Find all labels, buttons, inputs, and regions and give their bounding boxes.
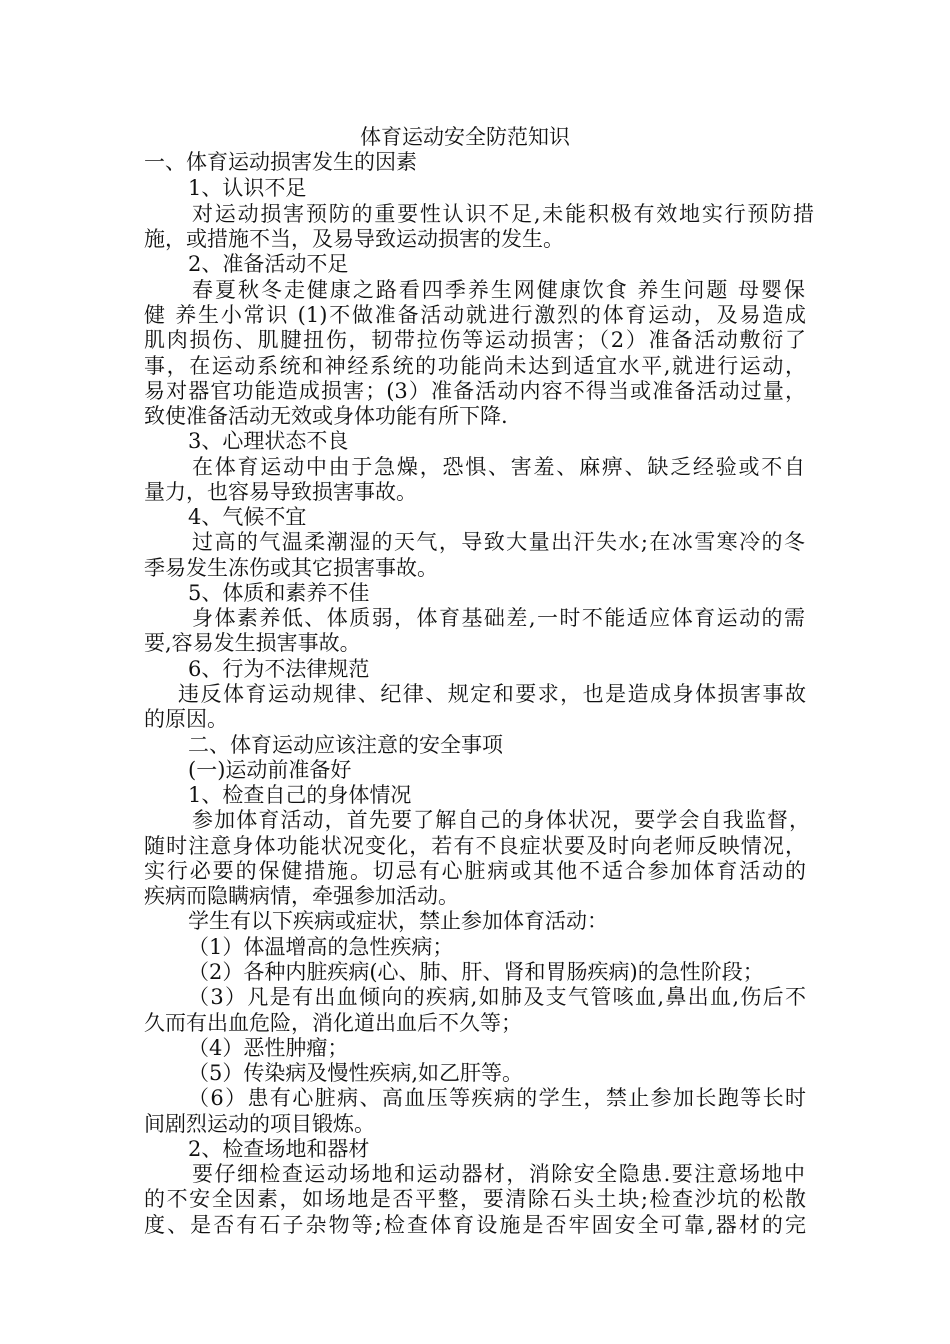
subsection-heading: 4、气候不宜 <box>188 505 307 529</box>
paragraph-line: 的原因。 <box>144 707 228 731</box>
paragraph-line: 要,容易发生损害事故。 <box>144 631 361 655</box>
list-item: （4）恶性肿瘤； <box>188 1036 349 1060</box>
paragraph-line: 随时注意身体功能状况变化，若有不良症状要及时向老师反映情况， <box>144 834 806 858</box>
subsection-heading: 6、行为不法律规范 <box>188 657 370 681</box>
list-item: （1）体温增高的急性疾病； <box>188 935 454 959</box>
paragraph-line: 春夏秋冬走健康之路看四季养生网健康饮食 养生问题 母婴保 <box>192 278 805 302</box>
list-item: （2）各种内脏疾病(心、肺、肝、肾和胃肠疾病)的急性阶段； <box>188 960 764 984</box>
list-item: （6）患有心脏病、高血压等疾病的学生，禁止参加长跑等长时 <box>188 1086 806 1110</box>
paragraph-line: 对运动损害预防的重要性认识不足,未能积极有效地实行预防措 <box>192 202 814 226</box>
subsection-heading: (一)运动前准备好 <box>188 758 352 782</box>
paragraph-line: 施，或措施不当，及易导致运动损害的发生。 <box>144 227 564 251</box>
list-item: （3）凡是有出血倾向的疾病,如肺及支气管咳血,鼻出血,伤后不 <box>188 985 806 1009</box>
list-item: 间剧烈运动的项目锻炼。 <box>144 1112 375 1136</box>
page-title: 体育运动安全防范知识 <box>360 125 570 149</box>
subsection-heading: 2、检查场地和器材 <box>188 1137 370 1161</box>
section-heading: 一、体育运动损害发生的因素 <box>144 150 417 174</box>
subsection-heading: 1、认识不足 <box>188 176 307 200</box>
subsection-heading: 3、心理状态不良 <box>188 429 349 453</box>
paragraph-line: 学生有以下疾病或症状，禁止参加体育活动： <box>188 909 608 933</box>
paragraph-line: 在体育运动中由于急燥，恐惧、害羞、麻痹、缺乏经验或不自 <box>192 455 805 479</box>
paragraph-line: 实行必要的保健措施。切忌有心脏病或其他不适合参加体育活动的 <box>144 859 806 883</box>
paragraph-line: 身体素养低、体质弱，体育基础差,一时不能适应体育运动的需 <box>192 606 805 630</box>
subsection-heading: 2、准备活动不足 <box>188 252 349 276</box>
paragraph-line: 违反体育运动规律、纪律、规定和要求，也是造成身体损害事故 <box>178 682 806 706</box>
paragraph-line: 易对器官功能造成损害；(3）准备活动内容不得当或准备活动过量， <box>144 379 806 403</box>
paragraph-line: 参加体育活动，首先要了解自己的身体状况，要学会自我监督， <box>192 808 810 832</box>
paragraph-line: 健 养生小常识 (1)不做准备活动就进行激烈的体育运动，及易造成 <box>144 303 806 327</box>
paragraph-line: 季易发生冻伤或其它损害事故。 <box>144 556 438 580</box>
list-item: （5）传染病及慢性疾病,如乙肝等。 <box>188 1061 524 1085</box>
subsection-heading: 5、体质和素养不佳 <box>188 581 370 605</box>
paragraph-line: 量力，也容易导致损害事故。 <box>144 480 417 504</box>
paragraph-line: 疾病而隐瞒病情，牵强参加活动。 <box>144 884 459 908</box>
paragraph-line: 过高的气温柔潮湿的天气，导致大量出汗失水;在冰雪寒冷的冬 <box>192 530 805 554</box>
paragraph-line: 的不安全因素，如场地是否平整，要清除石头土块;检查沙坑的松散 <box>144 1187 806 1211</box>
paragraph-line: 要仔细检查运动场地和运动器材，消除安全隐患.要注意场地中 <box>192 1162 805 1186</box>
paragraph-line: 致使准备活动无效或身体功能有所下降. <box>144 404 508 428</box>
subsection-heading: 1、检查自己的身体情况 <box>188 783 412 807</box>
list-item: 久而有出血危险，消化道出血后不久等； <box>144 1011 522 1035</box>
paragraph-line: 事，在运动系统和神经系统的功能尚未达到适宜水平,就进行运动， <box>144 354 806 378</box>
paragraph-line: 肌肉损伤、肌腱扭伤，韧带拉伤等运动损害；（2）准备活动敷衍了 <box>144 328 806 352</box>
paragraph-line: 度、是否有石子杂物等;检查体育设施是否牢固安全可靠,器材的完 <box>144 1213 806 1237</box>
section-heading: 二、体育运动应该注意的安全事项 <box>188 733 503 757</box>
